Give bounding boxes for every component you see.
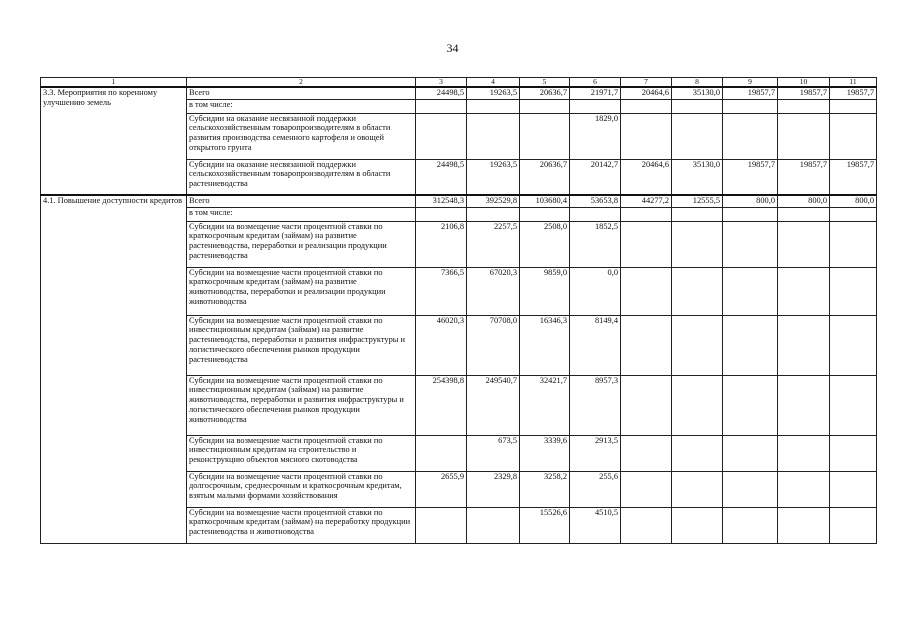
value-cell: 20464,6	[621, 87, 672, 99]
value-cell	[621, 375, 672, 435]
value-cell	[416, 435, 467, 471]
value-cell	[520, 207, 570, 221]
value-cell: 20636,7	[520, 159, 570, 195]
value-cell	[672, 267, 723, 315]
value-cell	[621, 435, 672, 471]
value-cell: 9859,0	[520, 267, 570, 315]
value-cell	[830, 471, 877, 507]
value-cell: 20636,7	[520, 87, 570, 99]
value-cell: 2655,9	[416, 471, 467, 507]
row-label-cell: Всего	[187, 195, 416, 207]
value-cell	[723, 221, 778, 267]
value-cell	[723, 315, 778, 375]
budget-table	[40, 77, 877, 544]
value-cell: 1829,0	[570, 113, 621, 159]
value-cell: 673,5	[467, 435, 520, 471]
value-cell: 800,0	[723, 195, 778, 207]
value-cell: 19857,7	[723, 87, 778, 99]
column-header-7: 7	[621, 78, 672, 88]
value-cell	[830, 267, 877, 315]
value-cell	[672, 471, 723, 507]
value-cell	[416, 207, 467, 221]
value-cell	[621, 267, 672, 315]
value-cell: 46020,3	[416, 315, 467, 375]
value-cell	[416, 99, 467, 113]
value-cell: 2329,8	[467, 471, 520, 507]
value-cell: 12555,5	[672, 195, 723, 207]
value-cell: 19857,7	[830, 159, 877, 195]
value-cell: 19857,7	[830, 87, 877, 99]
value-cell	[830, 99, 877, 113]
value-cell	[778, 375, 830, 435]
value-cell	[467, 207, 520, 221]
value-cell: 20142,7	[570, 159, 621, 195]
value-cell: 2913,5	[570, 435, 621, 471]
value-cell: 0,0	[570, 267, 621, 315]
value-cell	[621, 471, 672, 507]
value-cell	[778, 207, 830, 221]
value-cell	[520, 99, 570, 113]
value-cell	[830, 113, 877, 159]
value-cell: 16346,3	[520, 315, 570, 375]
value-cell	[672, 113, 723, 159]
value-cell: 70708,0	[467, 315, 520, 375]
value-cell: 254398,8	[416, 375, 467, 435]
value-cell	[672, 507, 723, 543]
table-row	[41, 195, 877, 207]
value-cell	[723, 113, 778, 159]
value-cell	[778, 99, 830, 113]
value-cell	[723, 507, 778, 543]
value-cell	[467, 113, 520, 159]
value-cell	[830, 507, 877, 543]
row-label-cell: Субсидии на возмещение части процентной ставки по инвестиционным кредитам (займам) на развитие растениеводства, переработки и развития инфраструктуры и логистического обеспечения рынков продукции растениеводства	[187, 315, 416, 375]
value-cell: 2508,0	[520, 221, 570, 267]
value-cell: 15526,6	[520, 507, 570, 543]
value-cell	[621, 113, 672, 159]
value-cell	[416, 507, 467, 543]
value-cell: 21971,7	[570, 87, 621, 99]
value-cell: 3258,2	[520, 471, 570, 507]
value-cell	[570, 207, 621, 221]
value-cell	[830, 207, 877, 221]
column-header-8: 8	[672, 78, 723, 88]
value-cell	[723, 207, 778, 221]
value-cell	[570, 99, 621, 113]
value-cell	[778, 507, 830, 543]
column-header-5: 5	[520, 78, 570, 88]
value-cell: 800,0	[778, 195, 830, 207]
value-cell: 19857,7	[778, 87, 830, 99]
value-cell: 44277,2	[621, 195, 672, 207]
value-cell: 53653,8	[570, 195, 621, 207]
value-cell	[830, 315, 877, 375]
value-cell	[723, 267, 778, 315]
page-number: 34	[446, 41, 459, 55]
column-header-2: 2	[187, 78, 416, 88]
value-cell	[416, 113, 467, 159]
value-cell: 35130,0	[672, 87, 723, 99]
row-label-cell: в том числе:	[187, 207, 416, 221]
column-header-1: 1	[41, 78, 187, 88]
column-header-11: 11	[830, 78, 877, 88]
value-cell: 4510,5	[570, 507, 621, 543]
value-cell	[621, 507, 672, 543]
row-label-cell: Субсидии на возмещение части процентной ставки по долгосрочным, среднесрочным и краткосрочным кредитам, взятым малыми формами хозяйствования	[187, 471, 416, 507]
value-cell	[672, 99, 723, 113]
value-cell	[778, 221, 830, 267]
value-cell: 7366,5	[416, 267, 467, 315]
value-cell	[520, 113, 570, 159]
value-cell	[778, 267, 830, 315]
value-cell: 35130,0	[672, 159, 723, 195]
value-cell: 67020,3	[467, 267, 520, 315]
value-cell	[778, 435, 830, 471]
value-cell: 800,0	[830, 195, 877, 207]
value-cell	[778, 471, 830, 507]
value-cell: 8957,3	[570, 375, 621, 435]
row-label-cell: Субсидии на возмещение части процентной ставки по инвестиционным кредитам на строительство и реконструкцию объектов мясного скотоводства	[187, 435, 416, 471]
value-cell	[467, 507, 520, 543]
value-cell: 312548,3	[416, 195, 467, 207]
value-cell	[621, 99, 672, 113]
value-cell	[723, 435, 778, 471]
value-cell	[672, 375, 723, 435]
row-label-cell: Всего	[187, 87, 416, 99]
value-cell: 8149,4	[570, 315, 621, 375]
value-cell	[830, 221, 877, 267]
value-cell	[621, 221, 672, 267]
column-header-9: 9	[723, 78, 778, 88]
value-cell	[672, 315, 723, 375]
value-cell	[672, 435, 723, 471]
value-cell: 19857,7	[723, 159, 778, 195]
column-header-4: 4	[467, 78, 520, 88]
value-cell: 19263,5	[467, 159, 520, 195]
column-header-3: 3	[416, 78, 467, 88]
row-label-cell: Субсидии на оказание несвязанной поддержки сельскохозяйственным товаропроизводителям в области развития производства семенного картофеля и овощей открытого грунта	[187, 113, 416, 159]
value-cell: 24498,5	[416, 159, 467, 195]
table-row	[41, 87, 877, 99]
value-cell: 392529,8	[467, 195, 520, 207]
value-cell	[672, 207, 723, 221]
value-cell: 249540,7	[467, 375, 520, 435]
value-cell: 1852,5	[570, 221, 621, 267]
value-cell	[621, 315, 672, 375]
value-cell	[830, 435, 877, 471]
value-cell: 20464,6	[621, 159, 672, 195]
value-cell: 19857,7	[778, 159, 830, 195]
row-label-cell: Субсидии на оказание несвязанной поддержки сельскохозяйственным товаропроизводителям в области растениеводства	[187, 159, 416, 195]
value-cell	[723, 375, 778, 435]
column-number-row	[41, 78, 877, 88]
value-cell: 24498,5	[416, 87, 467, 99]
value-cell	[621, 207, 672, 221]
value-cell: 2106,8	[416, 221, 467, 267]
value-cell	[672, 221, 723, 267]
value-cell	[723, 99, 778, 113]
row-label-cell: Субсидии на возмещение части процентной ставки по краткосрочным кредитам (займам) на развитие животноводства, переработки и реализации продукции животноводства	[187, 267, 416, 315]
value-cell	[778, 113, 830, 159]
row-label-cell: в том числе:	[187, 99, 416, 113]
value-cell: 3339,6	[520, 435, 570, 471]
value-cell: 103680,4	[520, 195, 570, 207]
row-label-cell: Субсидии на возмещение части процентной ставки по краткосрочным кредитам (займам) на переработку продукции растениеводства и животноводства	[187, 507, 416, 543]
row-label-cell: Субсидии на возмещение части процентной ставки по краткосрочным кредитам (займам) на развитие растениеводства, переработки и реализации продукции растениеводства	[187, 221, 416, 267]
value-cell	[830, 375, 877, 435]
value-cell	[778, 315, 830, 375]
measure-name-cell: 4.1. Повышение доступности кредитов	[41, 195, 187, 543]
row-label-cell: Субсидии на возмещение части процентной ставки по инвестиционным кредитам (займам) на развитие животноводства, переработки и развития инфраструктуры и логистического обеспечения рынков продукции животноводства	[187, 375, 416, 435]
value-cell: 2257,5	[467, 221, 520, 267]
value-cell: 255,6	[570, 471, 621, 507]
value-cell: 19263,5	[467, 87, 520, 99]
column-header-10: 10	[778, 78, 830, 88]
column-header-6: 6	[570, 78, 621, 88]
value-cell	[467, 99, 520, 113]
measure-name-cell: 3.3. Мероприятия по коренному улучшению земель	[41, 87, 187, 195]
value-cell	[723, 471, 778, 507]
value-cell: 32421,7	[520, 375, 570, 435]
